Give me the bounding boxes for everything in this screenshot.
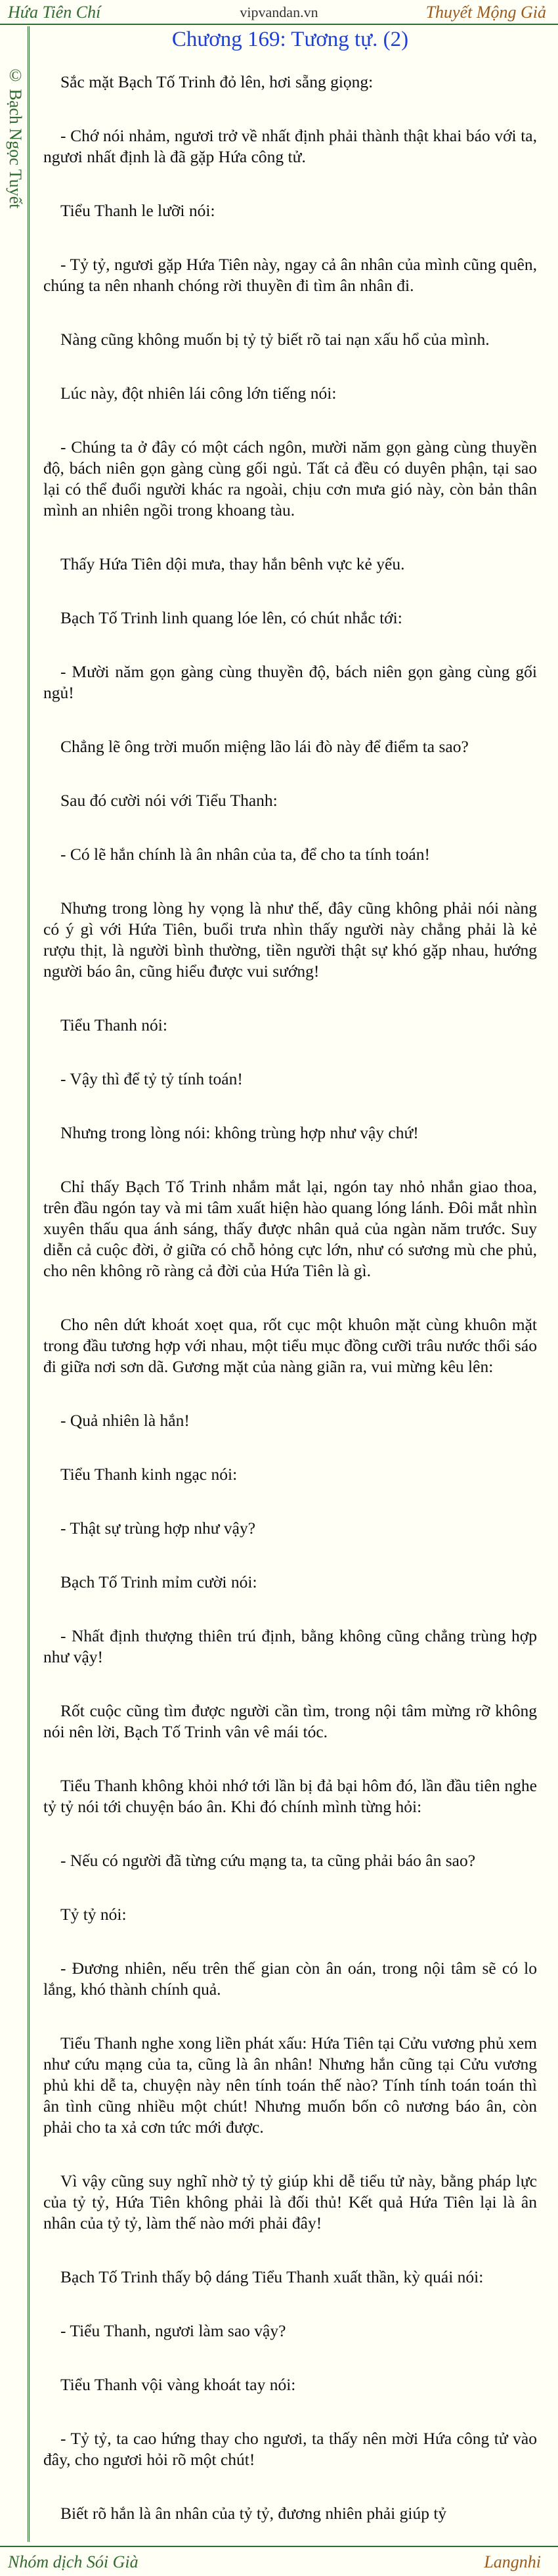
paragraph: Tiểu Thanh không khỏi nhớ tới lần bị đả bại hôm đó, lần đầu tiên nghe tỷ tỷ nói tới chuyện báo ân. Khi đó chính mình từng hỏi:: [43, 1776, 537, 1816]
paragraph: - Nếu có người đã từng cứu mạng ta, ta cũng phải báo ân sao?: [60, 1851, 476, 1870]
paragraph: Chẳng lẽ ông trời muốn miệng lão lái đò này để điểm ta sao?: [60, 737, 469, 756]
paragraph: - Thật sự trùng hợp như vậy?: [60, 1519, 256, 1538]
paragraph-list: [43, 72, 537, 2524]
editor-name: Langnhi: [484, 2552, 541, 2571]
paragraph: Tiểu Thanh nói:: [60, 1015, 167, 1034]
paragraph: Tiểu Thanh vội vàng khoát tay nói:: [60, 2375, 296, 2394]
paragraph: Chỉ thấy Bạch Tố Trinh nhắm mắt lại, ngón tay nhỏ nhắn giao thoa, trên đầu ngón tay và mi tâm xuất hiện hào quang lóng lánh. Đôi mắt nhìn xuyên thấu qua ánh sáng, thấy được nhân quả của ngàn năm trước. Suy diễn cả cuộc đời, ở giữa có chỗ hỏng cực lớn, như có sương mù che phủ, cho nên không rõ ràng cả đời của Hứa Tiên là gì.: [43, 1177, 537, 1280]
paragraph: Thấy Hứa Tiên dội mưa, thay hắn bênh vực kẻ yếu.: [60, 554, 405, 573]
paragraph: Vì vậy cũng suy nghĩ nhờ tỷ tỷ giúp khi dễ tiểu tử này, bằng pháp lực của tỷ tỷ, Hứa Tiên không phải là đối thủ! Kết quả Hứa Tiên lại là ân nhân của tỷ tỷ, làm thế nào mới phải đây!: [43, 2171, 537, 2232]
paragraph: - Tỷ tỷ, ta cao hứng thay cho ngươi, ta thấy nên mời Hứa công tử vào đây, cho ngươi hỏi rõ một chút!: [43, 2429, 537, 2469]
paragraph: Sau đó cười nói với Tiểu Thanh:: [60, 791, 278, 810]
paragraph: - Có lẽ hắn chính là ân nhân của ta, để cho ta tính toán!: [60, 845, 430, 864]
translator-group: Nhóm dịch Sói Già: [8, 2552, 139, 2571]
paragraph: - Tỷ tỷ, ngươi gặp Hứa Tiên này, ngay cả ân nhân của mình cũng quên, chúng ta nên nhanh chóng rời thuyền đi tìm ân nhân đi.: [43, 255, 537, 295]
paragraph: Nhưng trong lòng nói: không trùng hợp như vậy chứ!: [60, 1123, 419, 1142]
paragraph: - Tiểu Thanh, ngươi làm sao vậy?: [60, 2321, 286, 2340]
paragraph: Biết rõ hắn là ân nhân của tỷ tỷ, đương nhiên phải giúp tỷ: [60, 2504, 447, 2523]
page-footer: [0, 2546, 558, 2576]
paragraph: - Chúng ta ở đây có một cách ngôn, mười năm gọn gàng cùng thuyền độ, bách niên gọn gàng cùng gối ngủ. Tất cả đều có duyên phận, tại sao lại có thể đuổi người khác ra ngoài, chịu cơn mưa gió này, còn bản thân mình an nhiên ngồi trong khoang tàu.: [43, 437, 537, 520]
author-name: Thuyết Mộng Giả: [425, 3, 546, 22]
paragraph: Tiểu Thanh le lưỡi nói:: [60, 201, 215, 220]
site-url: vipvandan.vn: [240, 4, 318, 20]
paragraph: - Chớ nói nhảm, ngươi trở về nhất định phải thành thật khai báo với ta, ngươi nhất định là đã gặp Hứa công tử.: [43, 126, 537, 166]
copyright-vertical: © Bạch Ngọc Tuyết: [6, 66, 25, 209]
paragraph: Bạch Tố Trinh linh quang lóe lên, có chút nhắc tới:: [60, 608, 402, 627]
paragraph: Bạch Tố Trinh thấy bộ dáng Tiểu Thanh xuất thần, kỳ quái nói:: [60, 2267, 484, 2286]
paragraph: Rốt cuộc cũng tìm được người cần tìm, trong nội tâm mừng rỡ không nói nên lời, Bạch Tố Trinh vân vê mái tóc.: [43, 1701, 537, 1741]
side-margin: [0, 26, 30, 2542]
paragraph: - Quả nhiên là hắn!: [60, 1411, 190, 1430]
paragraph: - Nhất định thượng thiên trú định, bằng không cũng chẳng trùng hợp như vậy!: [43, 1626, 537, 1666]
paragraph: Lúc này, đột nhiên lái công lớn tiếng nói:: [60, 384, 337, 403]
paragraph: - Mười năm gọn gàng cùng thuyền độ, bách niên gọn gàng cùng gối ngủ!: [43, 662, 537, 702]
paragraph: Nàng cũng không muốn bị tỷ tỷ biết rõ tai nạn xấu hổ của mình.: [60, 330, 490, 349]
paragraph: Tiểu Thanh nghe xong liền phát xấu: Hứa Tiên tại Cửu vương phủ xem như cứu mạng của ta, cũng là ân nhân! Nhưng hắn cũng tại Cửu vương phủ khi dễ ta, chuyện này nên tính toán thế nào? Tính tính toán toán thì ân tình cũng nhiều một chút! Nhưng muốn bốn cô nương báo ân, còn phải cho ta xả cơn tức mới được.: [43, 2033, 537, 2137]
paragraph: - Đương nhiên, nếu trên thế gian còn ân oán, trong nội tâm sẽ có lo lắng, khó thành chính quả.: [43, 1959, 537, 1999]
chapter-title: Chương 169: Tương tự. (2): [171, 28, 409, 51]
page-header: [0, 0, 558, 25]
paragraph: Cho nên dứt khoát xoẹt qua, rốt cục một khuôn mặt cùng khuôn mặt trong đầu tương hợp với nhau, một tiểu mục đồng cưỡi trâu nước thổi sáo đi giữa nơi sơn dã. Gương mặt của nàng giãn ra, vui mừng kêu lên:: [43, 1315, 537, 1376]
chapter-content: [43, 26, 537, 2524]
paragraph: Nhưng trong lòng hy vọng là như thế, đây cũng không phải nói nàng có ý gì với Hứa Tiên, buổi trưa nhìn thấy người này chẳng phải là kẻ rượu thịt, là người bình thường, tiền người thật sự khó gặp nhau, hướng người báo ân, cũng hiểu được vui sướng!: [43, 899, 537, 981]
paragraph: Tiểu Thanh kinh ngạc nói:: [60, 1465, 238, 1484]
paragraph: Tỷ tỷ nói:: [60, 1905, 127, 1924]
paragraph: Bạch Tố Trinh mỉm cười nói:: [60, 1572, 257, 1591]
book-title: Hứa Tiên Chí: [8, 3, 101, 22]
paragraph: Sắc mặt Bạch Tố Trinh đỏ lên, hơi sẵng giọng:: [60, 72, 374, 91]
paragraph: - Vậy thì để tỷ tỷ tính toán!: [60, 1069, 243, 1088]
